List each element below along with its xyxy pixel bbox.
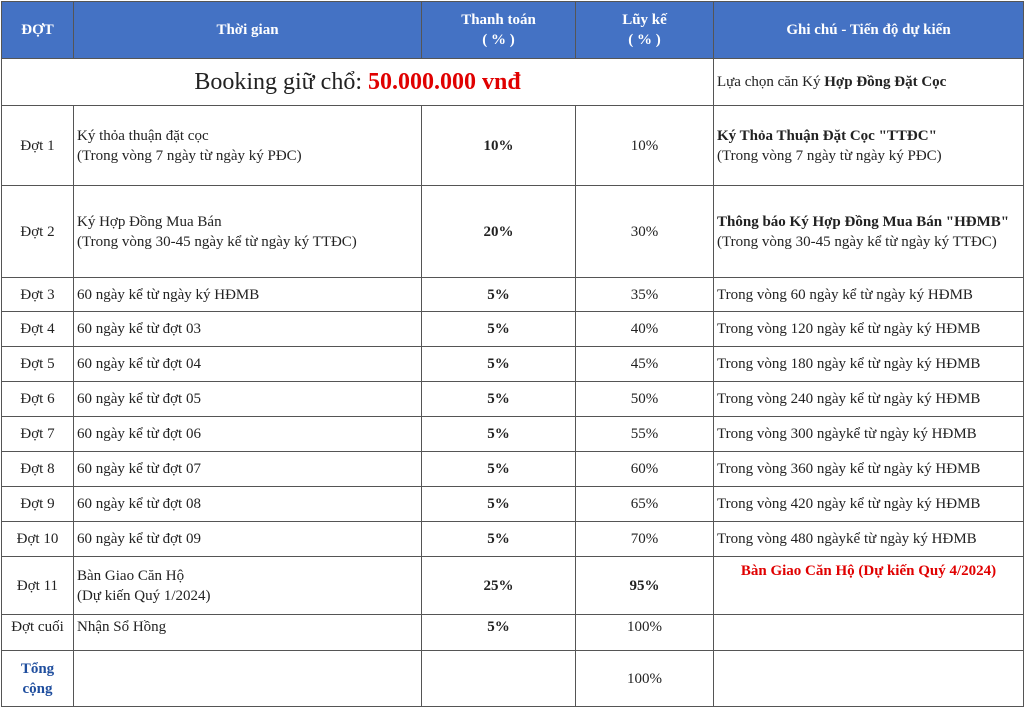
row-cumulative: 40% bbox=[576, 312, 714, 347]
total-cumulative: 100% bbox=[576, 651, 714, 707]
table-row bbox=[2, 312, 1024, 347]
header-cumulative-line1: Lũy kế bbox=[622, 12, 667, 28]
row-payment: 5% bbox=[422, 278, 576, 312]
row-payment: 10% bbox=[422, 106, 576, 186]
row-payment: 20% bbox=[422, 186, 576, 278]
row-time-line1: Ký thỏa thuận đặt cọc bbox=[77, 127, 209, 144]
header-note: Ghi chú - Tiến độ dự kiến bbox=[714, 2, 1024, 59]
row-time: 60 ngày kể từ ngày ký HĐMB bbox=[74, 278, 422, 312]
row-cumulative: 55% bbox=[576, 417, 714, 452]
row-note: Trong vòng 60 ngày kể từ ngày ký HĐMB bbox=[714, 278, 1024, 312]
row-time: 60 ngày kể từ đợt 03 bbox=[74, 312, 422, 347]
row-dot: Đợt 6 bbox=[2, 382, 74, 417]
table-row bbox=[2, 417, 1024, 452]
row-time bbox=[74, 106, 422, 186]
row-note-handover: Bàn Giao Căn Hộ (Dự kiến Quý 4/2024) bbox=[714, 557, 1024, 615]
header-row bbox=[2, 2, 1024, 59]
row-note: Trong vòng 240 ngày kể từ ngày ký HĐMB bbox=[714, 382, 1024, 417]
row-payment: 5% bbox=[422, 522, 576, 557]
row-payment: 5% bbox=[422, 487, 576, 522]
header-payment bbox=[422, 2, 576, 59]
header-time: Thời gian bbox=[74, 2, 422, 59]
row-dot: Đợt 4 bbox=[2, 312, 74, 347]
row-time-line2: (Dự kiến Quý 1/2024) bbox=[77, 587, 211, 604]
row-cumulative: 60% bbox=[576, 452, 714, 487]
row-cumulative: 100% bbox=[576, 615, 714, 651]
total-payment bbox=[422, 651, 576, 707]
table-row bbox=[2, 347, 1024, 382]
table-row bbox=[2, 106, 1024, 186]
row-dot: Đợt 11 bbox=[2, 557, 74, 615]
row-payment: 5% bbox=[422, 615, 576, 651]
row-time-line2: (Trong vòng 7 ngày từ ngày ký PĐC) bbox=[77, 147, 302, 164]
total-note bbox=[714, 651, 1024, 707]
booking-note bbox=[714, 59, 1024, 106]
table-row bbox=[2, 522, 1024, 557]
row-cumulative: 35% bbox=[576, 278, 714, 312]
row-time bbox=[74, 557, 422, 615]
row-payment: 5% bbox=[422, 452, 576, 487]
row-note-text: (Trong vòng 7 ngày từ ngày ký PĐC) bbox=[717, 147, 942, 164]
row-cumulative: 95% bbox=[576, 557, 714, 615]
row-dot: Đợt 3 bbox=[2, 278, 74, 312]
row-note: Trong vòng 120 ngày kể từ ngày ký HĐMB bbox=[714, 312, 1024, 347]
row-time-line1: Bàn Giao Căn Hộ bbox=[77, 567, 185, 584]
row-dot: Đợt 2 bbox=[2, 186, 74, 278]
header-payment-line2: ( % ) bbox=[482, 32, 515, 48]
table-row bbox=[2, 186, 1024, 278]
row-cumulative: 45% bbox=[576, 347, 714, 382]
row-dot: Đợt 9 bbox=[2, 487, 74, 522]
row-dot: Đợt 5 bbox=[2, 347, 74, 382]
booking-note-bold: Hợp Đồng Đặt Cọc bbox=[824, 74, 947, 90]
row-cumulative: 70% bbox=[576, 522, 714, 557]
booking-cell bbox=[2, 59, 714, 106]
row-time-line2: (Trong vòng 30-45 ngày kể từ ngày ký TTĐC) bbox=[77, 233, 357, 250]
total-label-line2: cộng bbox=[22, 680, 53, 697]
row-dot: Đợt 10 bbox=[2, 522, 74, 557]
row-time: 60 ngày kể từ đợt 08 bbox=[74, 487, 422, 522]
row-note-bold: Ký Thỏa Thuận Đặt Cọc "TTĐC" bbox=[717, 127, 937, 144]
header-cumulative-line2: ( % ) bbox=[628, 32, 661, 48]
row-time: 60 ngày kể từ đợt 09 bbox=[74, 522, 422, 557]
table-row bbox=[2, 615, 1024, 651]
row-payment: 5% bbox=[422, 347, 576, 382]
total-time bbox=[74, 651, 422, 707]
row-time bbox=[74, 186, 422, 278]
row-note: Trong vòng 480 ngàykể từ ngày ký HĐMB bbox=[714, 522, 1024, 557]
table-row bbox=[2, 278, 1024, 312]
row-time: 60 ngày kể từ đợt 06 bbox=[74, 417, 422, 452]
header-dot: ĐỢT bbox=[2, 2, 74, 59]
row-note: Trong vòng 360 ngày kể từ ngày ký HĐMB bbox=[714, 452, 1024, 487]
row-note bbox=[714, 186, 1024, 278]
row-time: 60 ngày kể từ đợt 04 bbox=[74, 347, 422, 382]
row-note bbox=[714, 106, 1024, 186]
row-cumulative: 30% bbox=[576, 186, 714, 278]
table-row bbox=[2, 452, 1024, 487]
row-cumulative: 65% bbox=[576, 487, 714, 522]
row-time: 60 ngày kể từ đợt 05 bbox=[74, 382, 422, 417]
row-time-line1: Ký Hợp Đồng Mua Bán bbox=[77, 213, 222, 230]
table-row bbox=[2, 487, 1024, 522]
header-cumulative bbox=[576, 2, 714, 59]
row-payment: 5% bbox=[422, 382, 576, 417]
row-time: Nhận Sổ Hồng bbox=[74, 615, 422, 651]
total-label-line1: Tổng bbox=[20, 660, 55, 677]
booking-row bbox=[2, 59, 1024, 106]
row-note-bold: Thông báo Ký Hợp Đồng Mua Bán "HĐMB" bbox=[717, 213, 1010, 230]
payment-schedule-table bbox=[1, 1, 1024, 707]
row-note: Trong vòng 180 ngày kể từ ngày ký HĐMB bbox=[714, 347, 1024, 382]
row-payment: 5% bbox=[422, 312, 576, 347]
header-payment-line1: Thanh toán bbox=[461, 12, 536, 28]
row-note-text: (Trong vòng 30-45 ngày kể từ ngày ký TTĐC) bbox=[717, 233, 997, 250]
row-dot: Đợt 7 bbox=[2, 417, 74, 452]
booking-label: Booking giữ chổ: bbox=[194, 69, 368, 95]
total-row bbox=[2, 651, 1024, 707]
booking-amount: 50.000.000 vnđ bbox=[367, 69, 521, 95]
row-cumulative: 10% bbox=[576, 106, 714, 186]
row-cumulative: 50% bbox=[576, 382, 714, 417]
row-payment: 25% bbox=[422, 557, 576, 615]
table-row bbox=[2, 382, 1024, 417]
row-dot: Đợt 1 bbox=[2, 106, 74, 186]
row-payment: 5% bbox=[422, 417, 576, 452]
row-note bbox=[714, 615, 1024, 651]
total-label bbox=[2, 651, 74, 707]
row-note: Trong vòng 420 ngày kể từ ngày ký HĐMB bbox=[714, 487, 1024, 522]
row-time: 60 ngày kể từ đợt 07 bbox=[74, 452, 422, 487]
table-row bbox=[2, 557, 1024, 615]
row-dot: Đợt cuối bbox=[2, 615, 74, 651]
row-note: Trong vòng 300 ngàykể từ ngày ký HĐMB bbox=[714, 417, 1024, 452]
booking-note-prefix: Lựa chọn căn Ký bbox=[717, 74, 825, 90]
row-dot: Đợt 8 bbox=[2, 452, 74, 487]
